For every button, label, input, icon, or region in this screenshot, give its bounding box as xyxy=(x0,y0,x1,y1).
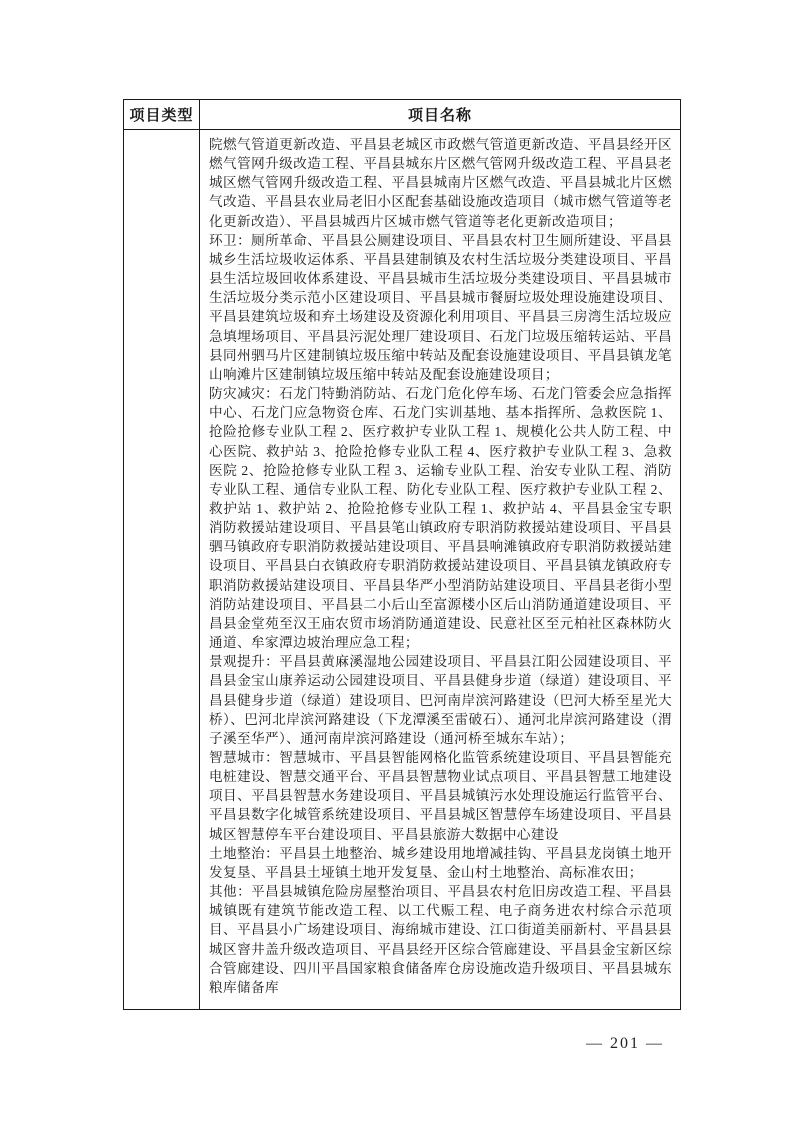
project-list-paragraph: 土地整治：平昌县土地整治、城乡建设用地增减挂钩、平昌县龙岗镇土地开发复垦、平昌县土垭镇土地开发复垦、金山村土地整治、高标准农田； xyxy=(209,845,672,880)
table-header-row xyxy=(124,100,680,130)
project-type-cell xyxy=(124,130,200,1009)
project-name-cell xyxy=(200,130,680,1009)
project-table xyxy=(123,99,681,1010)
header-project-type: 项目类型 xyxy=(124,100,200,129)
project-list-paragraph: 院燃气管道更新改造、平昌县老城区市政燃气管道更新改造、平昌县经开区燃气管网升级改造工程、平昌县城东片区燃气管网升级改造工程、平昌县老城区燃气管网升级改造工程、平昌县城南片区燃气改造、平昌县城北片区燃气改造、平昌县农业局老旧小区配套基础设施改造项目（城市燃气管道等老化更新改造）、平昌县城西片区城市燃气管道等老化更新改造项目； xyxy=(209,137,672,229)
project-list-paragraph: 其他：平昌县城镇危险房屋整治项目、平昌县农村危旧房改造工程、平昌县城镇既有建筑节能改造工程、以工代赈工程、电子商务进农村综合示范项目、平昌县小广场建设项目、海绵城市建设、江口街道美丽新村、平昌县县城区窨井盖升级改造项目、平昌县经开区综合管廊建设、平昌县金宝新区综合管廊建设、四川平昌国家粮食储备库仓房设施改造升级项目、平昌县城东粮库储备库 xyxy=(209,884,672,995)
project-list-paragraph: 智慧城市：智慧城市、平昌县智能网格化监管系统建设项目、平昌县智能充电桩建设、智慧交通平台、平昌县智慧物业试点项目、平昌县智慧工地建设项目、平昌县智慧水务建设项目、平昌县城镇污水处理设施运行监管平台、平昌县数字化城管系统建设项目、平昌县城区智慧停车场建设项目、平昌县城区智慧停车平台建设项目、平昌县旅游大数据中心建设 xyxy=(209,750,672,842)
project-list-paragraph: 景观提升：平昌县黄麻溪湿地公园建设项目、平昌县江阳公园建设项目、平昌县金宝山康养运动公园建设项目、平昌县健身步道（绿道）建设项目、平昌县健身步道（绿道）建设项目、巴河南岸滨河路建设（巴河大桥至星光大桥）、巴河北岸滨河路建设（下龙潭溪至雷破石）、通河北岸滨河路建设（渭子溪至华严）、通河南岸滨河路建设（通河桥至城东车站）； xyxy=(209,654,672,746)
project-list-paragraph: 环卫：厕所革命、平昌县公厕建设项目、平昌县农村卫生厕所建设、平昌县城乡生活垃圾收运体系、平昌县建制镇及农村生活垃圾分类建设项目、平昌县生活垃圾回收体系建设、平昌县城市生活垃圾分类建设项目、平昌县城市生活垃圾分类示范小区建设项目、平昌县城市餐厨垃圾处理设施建设项目、平昌县建筑垃圾和弃土场建设及资源化利用项目、平昌县三房湾生活垃圾应急填埋场项目、平昌县污泥处理厂建设项目、石龙门垃圾压缩转运站、平昌县同州驷马片区建制镇垃圾压缩中转站及配套设施建设项目、平昌县镇龙笔山响滩片区建制镇垃圾压缩中转站及配套设施建设项目； xyxy=(209,232,672,382)
page-number: — 201 — xyxy=(586,1035,664,1052)
table-body-row xyxy=(124,130,680,1009)
project-list-paragraph: 防灾减灾：石龙门特勤消防站、石龙门危化停车场、石龙门管委会应急指挥中心、石龙门应急物资仓库、石龙门实训基地、基本指挥所、急救医院 1、抢险抢修专业队工程 2、医疗救护专业队工程 1、规模化公共人防工程、中心医院、救护站 3、抢险抢修专业队工程 4、医疗救护专业队工程 3、急救医院 2、抢险抢修专业队工程 3、运输专业队工程、治安专业队工程、消防专业队工程、通信专业队工程、防化专业队工程、医疗救护专业队工程 2、救护站 1、救护站 2、抢险抢修专业队工程 1、救护站 4、平昌县金宝专职消防救援站建设项目、平昌县笔山镇政府专职消防救援站建设项目、平昌县驷马镇政府专职消防救援站建设项目、平昌县响滩镇政府专职消防救援站建设项目、平昌县白衣镇政府专职消防救援站建设项目、平昌县镇龙镇政府专职消防救援站建设项目、平昌县华严小型消防站建设项目、平昌县老街小型消防站建设项目、平昌县二小后山至富源楼小区后山消防通道建设项目、平昌县金堂苑至汉王庙农贸市场消防通道建设、民意社区至元柏社区森林防火通道、牟家潭边坡治理应急工程； xyxy=(209,386,672,651)
header-project-name: 项目名称 xyxy=(407,107,472,124)
